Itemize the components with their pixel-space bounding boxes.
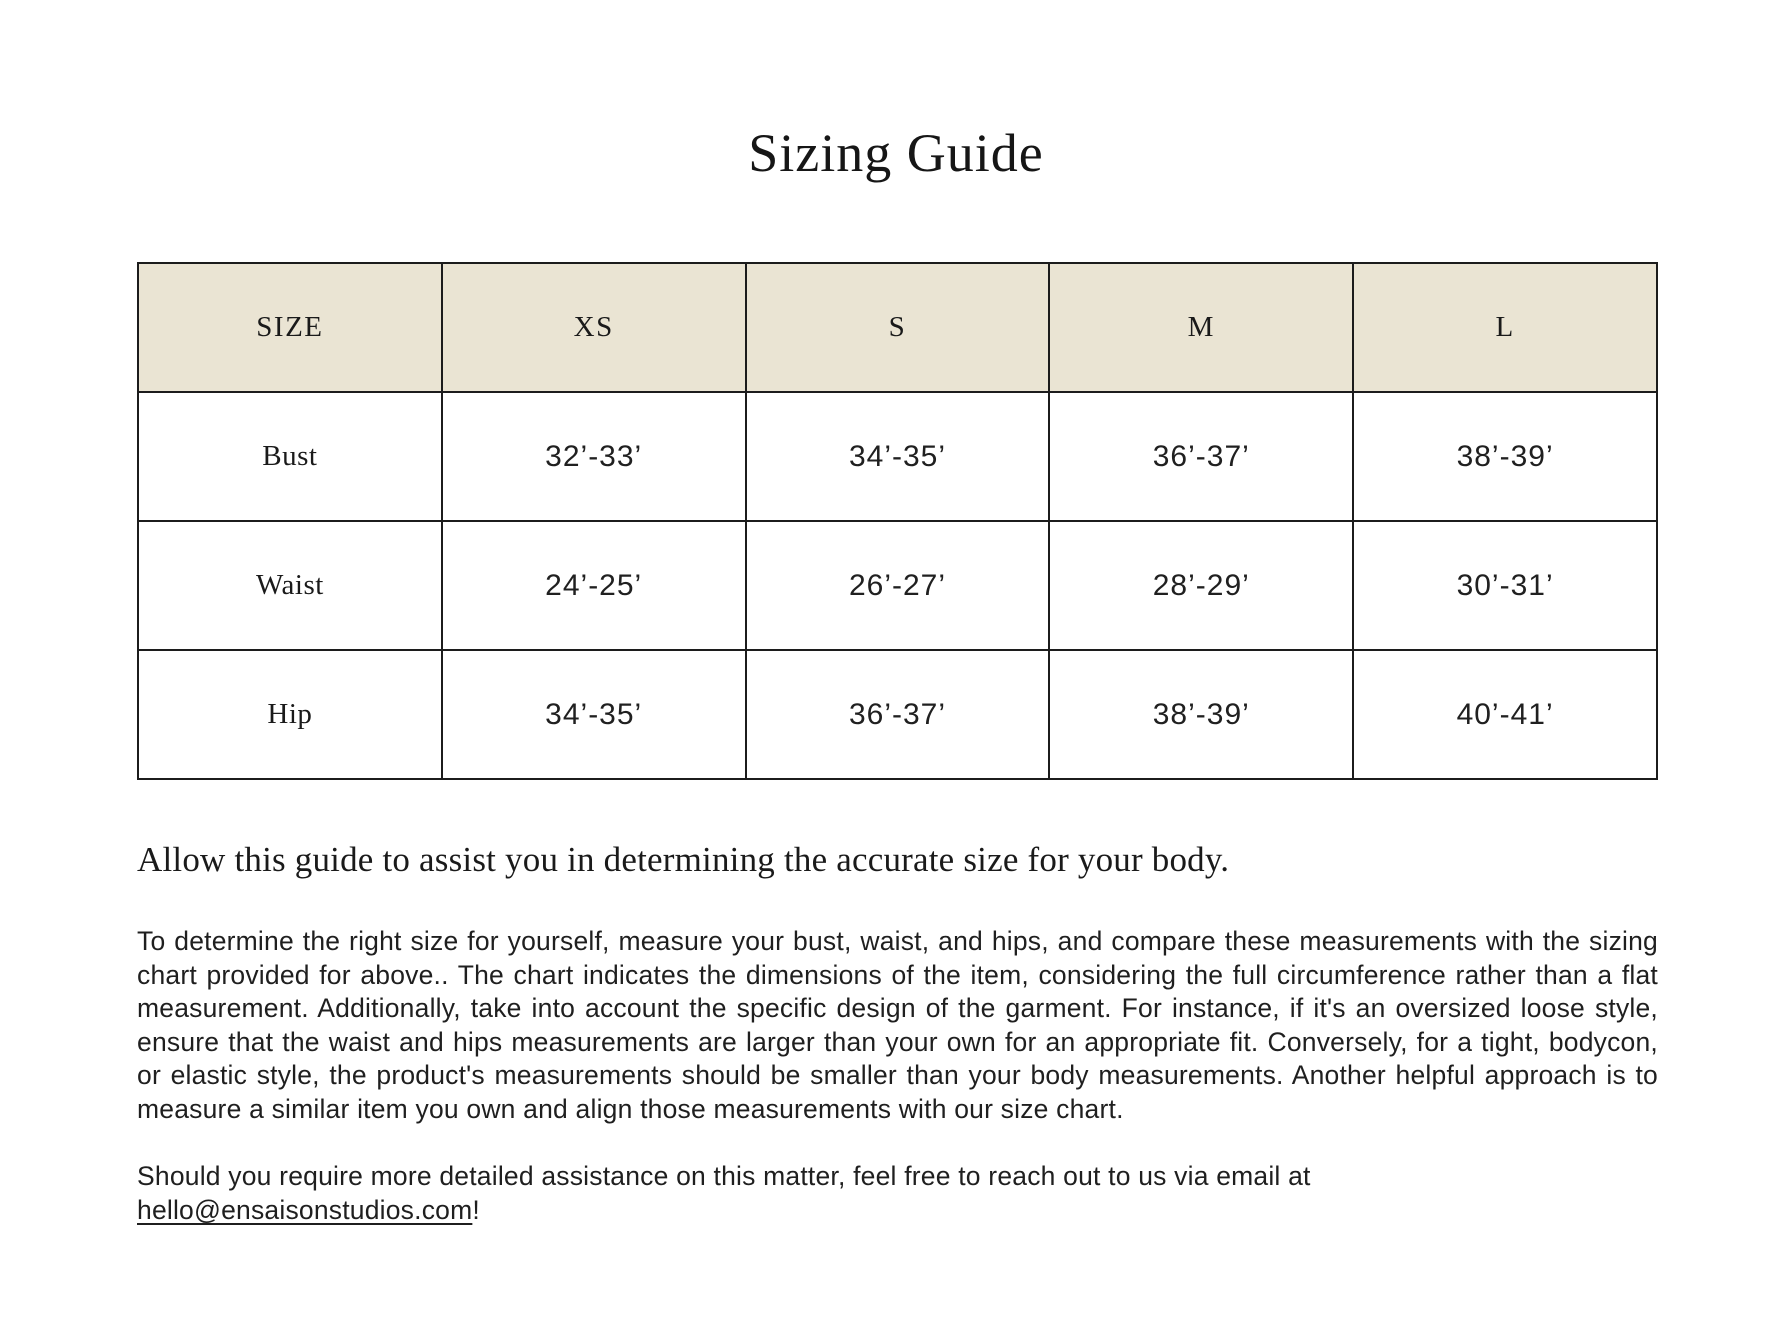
column-header-size: SIZE bbox=[138, 263, 442, 392]
hip-s-value: 36’-37’ bbox=[746, 650, 1050, 779]
hip-xs-value: 34’-35’ bbox=[442, 650, 746, 779]
waist-s-value: 26’-27’ bbox=[746, 521, 1050, 650]
hip-m-value: 38’-39’ bbox=[1049, 650, 1353, 779]
table-row-waist bbox=[138, 521, 1657, 650]
hip-l-value: 40’-41’ bbox=[1353, 650, 1657, 779]
row-label-hip: Hip bbox=[138, 650, 442, 779]
contact-text-suffix: ! bbox=[472, 1194, 480, 1225]
table-row-hip bbox=[138, 650, 1657, 779]
sizing-table bbox=[137, 262, 1658, 780]
table-row-bust bbox=[138, 392, 1657, 521]
contact-text-prefix: Should you require more detailed assistance on this matter, feel free to reach out to us via email at bbox=[137, 1161, 1311, 1191]
column-header-s: S bbox=[746, 263, 1050, 392]
waist-m-value: 28’-29’ bbox=[1049, 521, 1353, 650]
bust-s-value: 34’-35’ bbox=[746, 392, 1050, 521]
column-header-m: M bbox=[1049, 263, 1353, 392]
bust-m-value: 36’-37’ bbox=[1049, 392, 1353, 521]
bust-l-value: 38’-39’ bbox=[1353, 392, 1657, 521]
waist-l-value: 30’-31’ bbox=[1353, 521, 1657, 650]
contact-line bbox=[137, 1160, 1658, 1227]
guide-subtitle: Allow this guide to assist you in determining the accurate size for your body. bbox=[137, 840, 1230, 879]
waist-xs-value: 24’-25’ bbox=[442, 521, 746, 650]
bust-xs-value: 32’-33’ bbox=[442, 392, 746, 521]
column-header-l: L bbox=[1353, 263, 1657, 392]
instructions-paragraph: To determine the right size for yourself, measure your bust, waist, and hips, and compare these measurements with the sizing chart provided for above.. The chart indicates the dimensions of the item, considering the full circumference rather than a flat measurement. Additionally, take into account the specific design of the garment. For instance, if it's an oversized loose style, ensure that the waist and hips measurements are larger than your own for an appropriate fit. Conversely, for a tight, bodycon, or elastic style, the product's measurements should be smaller than your body measurements. Another helpful approach is to measure a similar item you own and align those measurements with our size chart. bbox=[137, 926, 1658, 1124]
column-header-xs: XS bbox=[442, 263, 746, 392]
table-header-row bbox=[138, 263, 1657, 392]
row-label-waist: Waist bbox=[138, 521, 442, 650]
row-label-bust: Bust bbox=[138, 392, 442, 521]
contact-email-link[interactable]: hello@ensaisonstudios.com bbox=[137, 1194, 473, 1225]
page-title: Sizing Guide bbox=[748, 123, 1044, 183]
